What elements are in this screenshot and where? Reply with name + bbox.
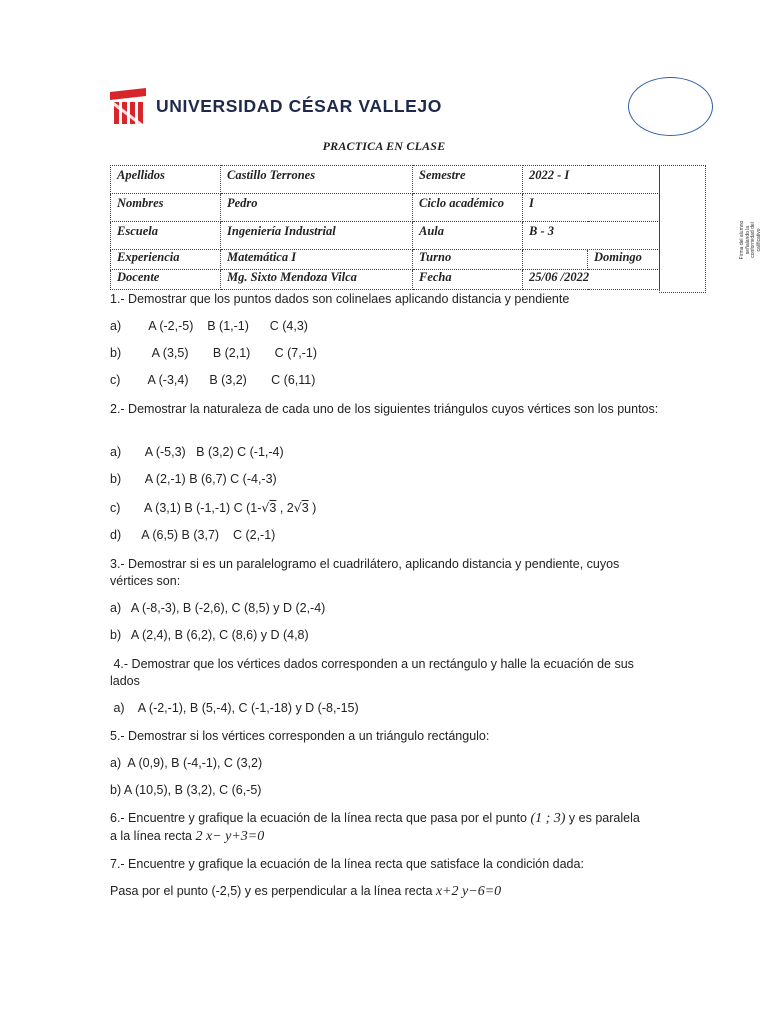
- page-title: PRACTICA EN CLASE: [322, 139, 446, 153]
- value-escuela: Ingeniería Industrial: [221, 222, 413, 250]
- label-apellidos: Apellidos: [111, 166, 221, 194]
- q2-item-d: d) A (6,5) B (3,7) C (2,-1): [110, 528, 276, 542]
- signature-box: [659, 165, 706, 293]
- label-docente: Docente: [111, 270, 221, 290]
- label-fecha: Fecha: [413, 270, 523, 290]
- question-6: 6.- Encuentre y grafique la ecuación de la línea recta que pasa por el punto (1 ; 3) y es paralela: [110, 811, 640, 826]
- value-ciclo: I: [523, 194, 660, 222]
- q2-item-b: b) A (2,-1) B (6,7) C (-4,-3): [110, 472, 277, 486]
- q1-item-c: c) A (-3,4) B (3,2) C (6,11): [110, 373, 316, 387]
- label-turno: Turno: [413, 250, 523, 270]
- q3-item-b: b) A (2,4), B (6,2), C (8,6) y D (4,8): [110, 628, 309, 642]
- label-semestre: Semestre: [413, 166, 523, 194]
- label-experiencia: Experiencia: [111, 250, 221, 270]
- question-2: 2.- Demostrar la naturaleza de cada uno de los siguientes triángulos cuyos vértices son los puntos:: [110, 402, 659, 416]
- value-apellidos: Castillo Terrones: [221, 166, 413, 194]
- question-5: 5.- Demostrar si los vértices corresponden a un triángulo rectángulo:: [110, 729, 490, 743]
- question-3: 3.- Demostrar si es un paralelogramo el cuadrilátero, aplicando distancia y pendiente, cuyos vértices son:: [110, 557, 620, 588]
- q3-item-a: a) A (-8,-3), B (-2,6), C (8,5) y D (2,-4): [110, 601, 326, 615]
- label-escuela: Escuela: [111, 222, 221, 250]
- university-logo: [110, 88, 442, 124]
- q4-item-a: a) A (-2,-1), B (5,-4), C (-1,-18) y D (-8,-15): [110, 701, 359, 715]
- value-experiencia: Matemática I: [221, 250, 413, 270]
- university-name: UNIVERSIDAD CÉSAR VALLEJO: [156, 95, 442, 116]
- question-4: 4.- Demostrar que los vértices dados corresponden a un rectángulo y halle la ecuación de sus lados: [110, 657, 638, 688]
- value-fecha: 25/06 /2022: [523, 270, 660, 290]
- q5-item-b: b) A (10,5), B (3,2), C (6,-5): [110, 783, 262, 797]
- value-turno-blank: [523, 250, 588, 270]
- q5-item-a: a) A (0,9), B (-4,-1), C (3,2): [110, 756, 263, 770]
- value-semestre: 2022 - I: [523, 166, 660, 194]
- question-7-line-2: Pasa por el punto (-2,5) y es perpendicular a la línea recta x+2 y−6=0: [110, 884, 502, 899]
- label-ciclo: Ciclo académico: [413, 194, 523, 222]
- value-nombres: Pedro: [221, 194, 413, 222]
- value-turno: Domingo: [588, 250, 660, 270]
- q1-item-b: b) A (3,5) B (2,1) C (7,-1): [110, 346, 318, 360]
- value-docente: Mg. Sixto Mendoza Vilca: [221, 270, 413, 290]
- label-nombres: Nombres: [111, 194, 221, 222]
- q2-item-c: c) A (3,1) B (-1,-1) C (1-√3 , 2√3 ): [110, 500, 317, 515]
- student-info-table: [110, 165, 660, 290]
- ucv-emblem-icon: [110, 88, 146, 124]
- question-7: 7.- Encuentre y grafique la ecuación de la línea recta que satisface la condición dada:: [110, 857, 584, 871]
- question-6-line-2: a la línea recta 2 x− y+3=0: [110, 829, 265, 844]
- grade-oval: [628, 77, 713, 136]
- label-aula: Aula: [413, 222, 523, 250]
- q2-item-a: a) A (-5,3) B (3,2) C (-1,-4): [110, 445, 284, 459]
- value-aula: B - 3: [523, 222, 660, 250]
- question-1: 1.- Demostrar que los puntos dados son colinelaes aplicando distancia y pendiente: [110, 292, 570, 306]
- q1-item-a: a) A (-2,-5) B (1,-1) C (4,3): [110, 319, 308, 333]
